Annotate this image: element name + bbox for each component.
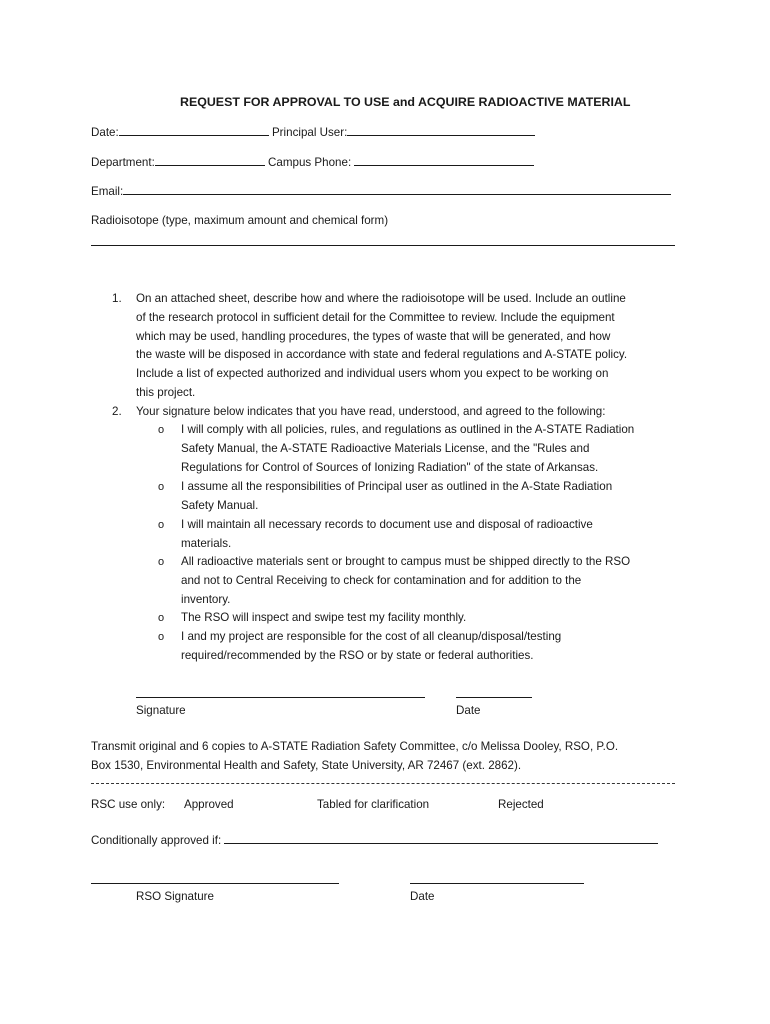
date-field[interactable] bbox=[119, 125, 269, 136]
rso-signature-field[interactable] bbox=[91, 883, 339, 884]
email-label: Email: bbox=[91, 185, 124, 198]
department-row bbox=[91, 155, 534, 170]
date-label: Date: bbox=[91, 126, 119, 139]
bullet-icon: o bbox=[158, 631, 165, 643]
radioisotope-field[interactable] bbox=[91, 245, 675, 246]
department-label: Department: bbox=[91, 156, 155, 169]
bullet-icon: o bbox=[158, 612, 165, 624]
agreement-line: I will comply with all policies, rules, and regulations as outlined in the A-STATE Radiation bbox=[181, 423, 635, 436]
agreement-line: Regulations for Control of Sources of Ionizing Radiation" of the state of Arkansas. bbox=[181, 460, 599, 474]
agreement-line: Safety Manual, the A-STATE Radioactive Materials License, and the "Rules and bbox=[181, 441, 590, 455]
item-1-line: On an attached sheet, describe how and where the radioisotope will be used. Include an outline bbox=[136, 292, 626, 305]
item-1-number: 1. bbox=[112, 292, 122, 305]
rso-date-field[interactable] bbox=[410, 883, 584, 884]
agreement-line: Safety Manual. bbox=[181, 498, 259, 512]
agreement-item bbox=[181, 516, 593, 554]
principal-user-field[interactable] bbox=[347, 125, 535, 136]
conditional-field[interactable] bbox=[224, 833, 658, 844]
transmit-instructions bbox=[91, 738, 618, 776]
signature-label: Signature bbox=[136, 704, 186, 717]
agreement-line: All radioactive materials sent or brought to campus must be shipped directly to the RSO bbox=[181, 555, 631, 568]
email-row bbox=[91, 184, 671, 199]
section-divider bbox=[91, 783, 675, 784]
signature-field[interactable] bbox=[136, 697, 425, 698]
agreement-item bbox=[181, 609, 466, 628]
agreement-item bbox=[181, 628, 561, 666]
item-1-text bbox=[136, 290, 627, 403]
rsc-approved-option[interactable]: Approved bbox=[184, 798, 234, 811]
agreement-line: The RSO will inspect and swipe test my facility monthly. bbox=[181, 611, 467, 624]
bullet-icon: o bbox=[158, 556, 165, 568]
campus-phone-label: Campus Phone: bbox=[268, 156, 352, 169]
agreement-item bbox=[181, 553, 630, 609]
agreement-line: required/recommended by the RSO or by state or federal authorities. bbox=[181, 648, 534, 662]
signature-date-field[interactable] bbox=[456, 697, 532, 698]
rsc-tabled-option[interactable]: Tabled for clarification bbox=[317, 798, 430, 811]
rsc-rejected-option[interactable]: Rejected bbox=[498, 798, 544, 811]
agreement-item bbox=[181, 478, 612, 516]
agreement-line: and not to Central Receiving to check for contamination and for addition to the bbox=[181, 573, 582, 587]
agreement-line: inventory. bbox=[181, 592, 231, 606]
item-1-line: this project. bbox=[136, 385, 196, 399]
rso-date-label: Date bbox=[410, 890, 435, 903]
bullet-icon: o bbox=[158, 519, 165, 531]
department-field[interactable] bbox=[155, 155, 265, 166]
rso-signature-label: RSO Signature bbox=[136, 890, 214, 903]
item-1-line: the waste will be disposed in accordance with state and federal regulations and A-STATE policy. bbox=[136, 348, 628, 362]
agreement-item bbox=[181, 421, 634, 477]
item-1-line: Include a list of expected authorized and individual users whom you expect to be working on bbox=[136, 367, 609, 381]
agreement-line: I assume all the responsibilities of Principal user as outlined in the A-State Radiation bbox=[181, 480, 613, 493]
transmit-line: Transmit original and 6 copies to A-STATE Radiation Safety Committee, c/o Melissa Dooley, RSO, P.O. bbox=[91, 740, 619, 753]
conditional-label: Conditionally approved if: bbox=[91, 834, 222, 847]
item-1-line: which may be used, handling procedures, the types of waste that will be generated, and how bbox=[136, 329, 611, 343]
principal-user-label: Principal User: bbox=[271, 126, 348, 139]
item-2-line: Your signature below indicates that you have read, understood, and agreed to the following: bbox=[136, 405, 606, 418]
campus-phone-field[interactable] bbox=[354, 155, 534, 166]
date-row bbox=[91, 125, 535, 140]
rsc-use-label: RSC use only: bbox=[91, 798, 166, 811]
bullet-icon: o bbox=[158, 481, 165, 493]
item-1-line: of the research protocol in sufficient detail for the Committee to review. Include the equipment bbox=[136, 310, 615, 324]
email-field[interactable] bbox=[123, 184, 671, 195]
agreement-line: materials. bbox=[181, 536, 232, 550]
item-2-text bbox=[136, 403, 605, 422]
item-2-number: 2. bbox=[112, 405, 122, 418]
conditional-row bbox=[91, 833, 658, 848]
transmit-line: Box 1530, Environmental Health and Safety, State University, AR 72467 (ext. 2862). bbox=[91, 758, 522, 772]
signature-date-label: Date bbox=[456, 704, 481, 717]
form-title: REQUEST FOR APPROVAL TO USE and ACQUIRE RADIOACTIVE MATERIAL bbox=[180, 95, 631, 109]
radioisotope-label: Radioisotope (type, maximum amount and chemical form) bbox=[91, 214, 389, 227]
bullet-icon: o bbox=[158, 424, 165, 436]
agreement-line: I will maintain all necessary records to document use and disposal of radioactive bbox=[181, 518, 593, 531]
agreement-line: I and my project are responsible for the cost of all cleanup/disposal/testing bbox=[181, 630, 562, 643]
